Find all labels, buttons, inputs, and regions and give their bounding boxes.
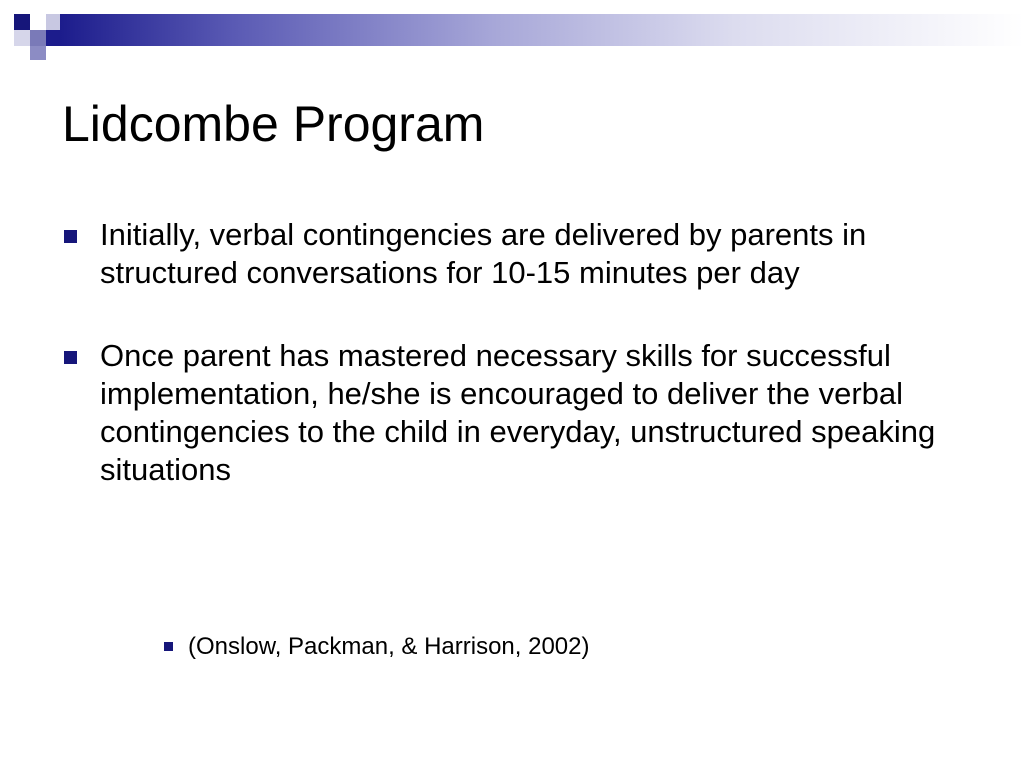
citation-subbullet — [164, 630, 590, 664]
square-bullet-icon — [64, 230, 77, 243]
bullet-text: Once parent has mastered necessary skills for successful implementation, he/she is encouraged to deliver the verbal contingencies to the child in everyday, unstructured speaking situations — [100, 338, 936, 487]
decorative-square — [30, 46, 46, 60]
header-gradient-bar — [60, 14, 1024, 46]
decorative-square — [14, 14, 30, 30]
slide-title: Lidcombe Program — [62, 96, 485, 152]
square-bullet-icon — [64, 351, 77, 364]
square-bullet-icon — [164, 642, 173, 651]
bullet-list — [62, 216, 962, 489]
decorative-square — [14, 30, 30, 46]
bullet-item — [62, 337, 962, 489]
bullet-text: Initially, verbal contingencies are delivered by parents in structured conversations for 10-15 minutes per day — [100, 217, 867, 290]
decorative-square — [30, 30, 46, 46]
decorative-square — [46, 14, 60, 30]
bullet-item — [62, 216, 962, 292]
citation-text: (Onslow, Packman, & Harrison, 2002) — [188, 633, 590, 660]
decorative-square — [46, 30, 60, 46]
